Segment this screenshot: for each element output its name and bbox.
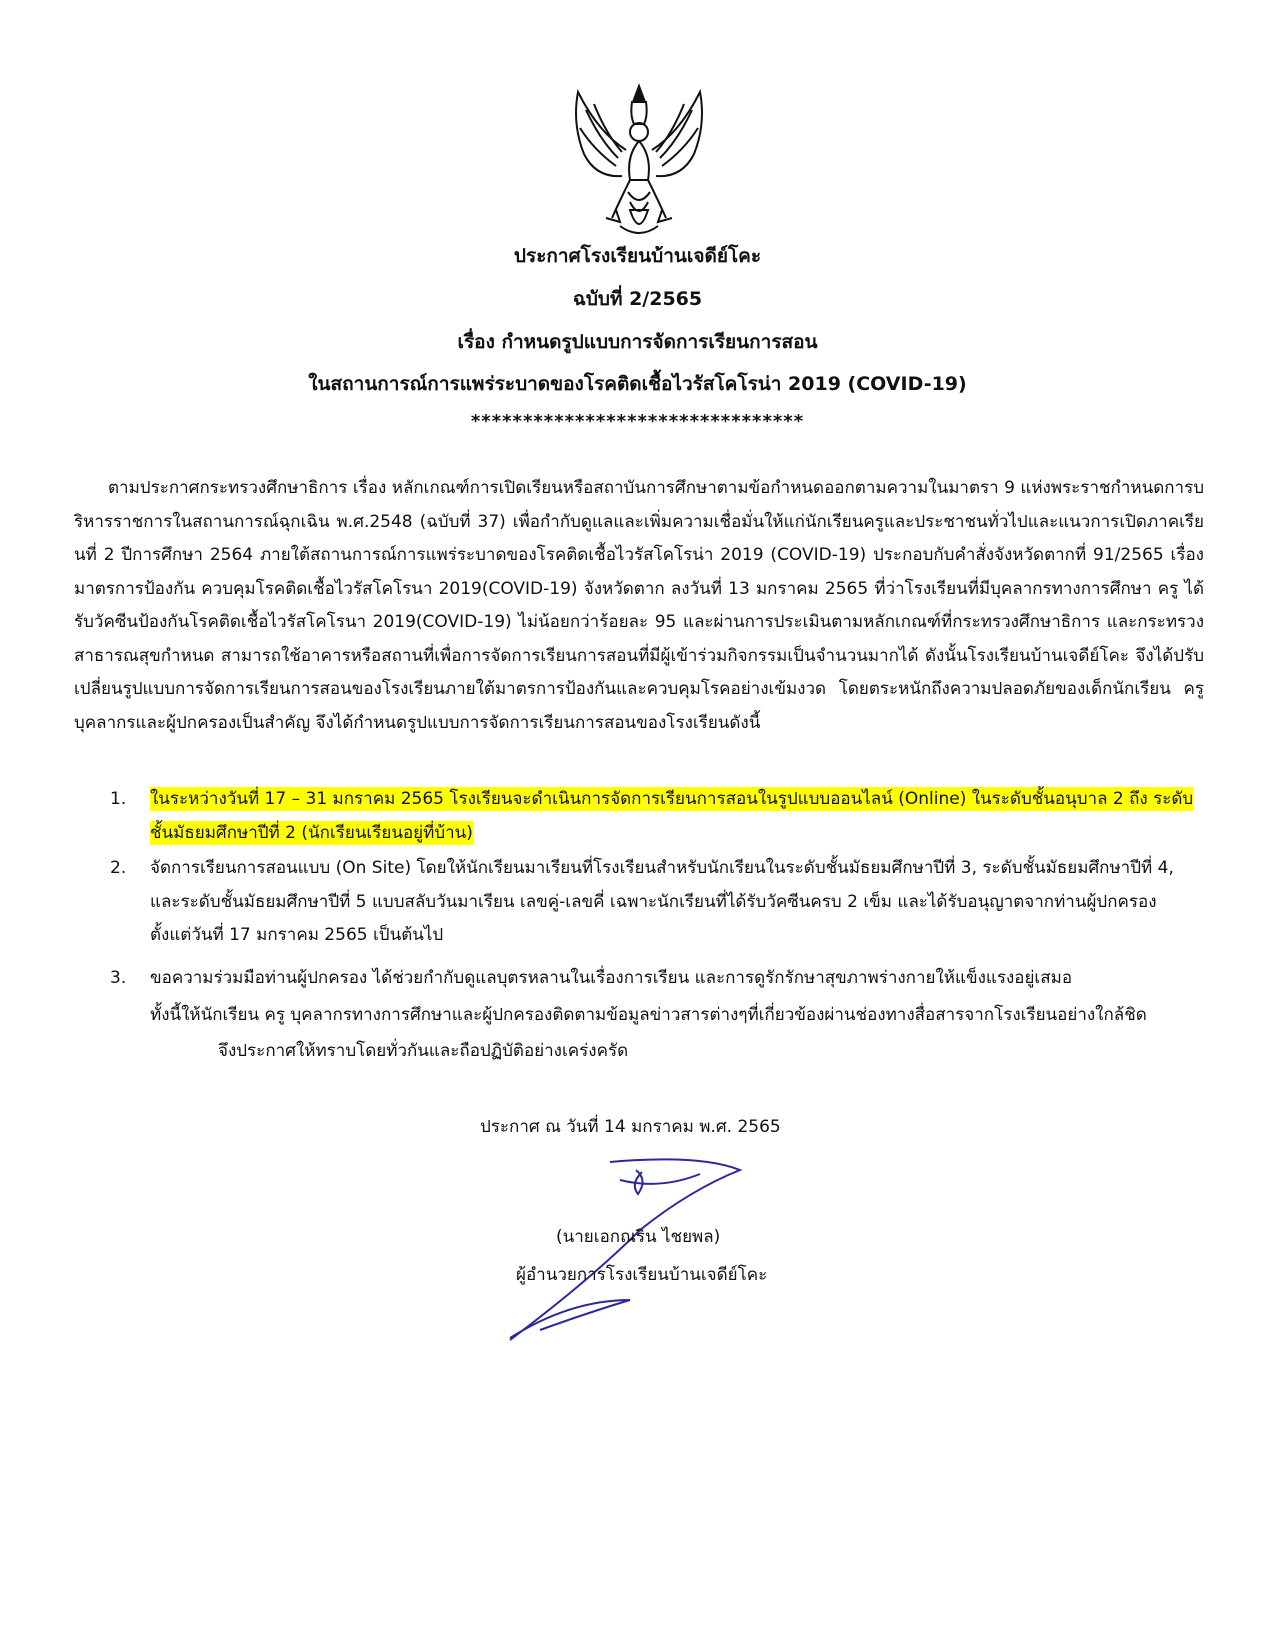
intro-paragraph: ตามประกาศกระทรวงศึกษาธิการ เรื่อง หลักเกณฑ์การเปิดเรียนหรือสถาบันการศึกษาตามข้อกำหนดออกตามความในมาตรา 9 แห่งพระราชกำหนดการบริหารราชการในสถานการณ์ฉุกเฉิน พ.ศ.2548 (ฉบับที่ 37) เพื่อกำกับดูแลและเพิ่มความเชื่อมั่นให้แก่นักเรียนครูและประชาชนทั่วไปและแนวการเปิดภาคเรียนที่ 2 ปีการศึกษา 2564 ภายใต้สถานการณ์การแพร่ระบาดของโรคติดเชื้อไวรัสโคโรน่า 2019 (COVID-19) ประกอบกับคำสั่งจังหวัดตากที่ 91/2565 เรื่อง มาตรการป้องกัน ควบคุมโรคติดเชื้อไวรัสโคโรนา 2019(COVID-19) จังหวัดตาก ลงวันที่ 13 มกราคม 2565 ที่ว่าโรงเรียนที่มีบุคลากรทางการศึกษา ครู ได้รับวัคซีนป้องกันโรคติดเชื้อไวรัสโคโรนา 2019(COVID-19) ไม่น้อยกว่าร้อยละ 95 และผ่านการประเมินตามหลักเกณฑ์ที่กระทรวงศึกษาธิการ และกระทรวงสาธารณสุขกำหนด สามารถใช้อาคารหรือสถานที่เพื่อการจัดการเรียนการสอนที่มีผู้เข้าร่วมกิจกรรมเป็นจำนวนมากได้ ดังนั้นโรงเรียนบ้านเจดีย์โคะ จึงได้ปรับเปลี่ยนรูปแบบการจัดการเรียนการสอนของโรงเรียนภายใต้มาตรการป้องกันและควบคุมโรคอย่างเข้มงวด โดยตระหนักถึงความปลอดภัยของเด็กนักเรียน ครู บุคลากรและผู้ปกครองเป็นสำคัญ จึงได้กำหนดรูปแบบการจัดการเรียนการสอนของโรงเรียนดังนี้: [74, 478, 1204, 733]
issue-number: ฉบับที่ 2/2565: [572, 288, 703, 310]
list-number: 3.: [110, 968, 127, 988]
list-number: 2.: [110, 858, 127, 878]
highlighted-text: ในระหว่างวันที่ 17 – 31 มกราคม 2565 โรงเรียนจะดำเนินการจัดการเรียนการสอนในรูปแบบออนไลน์ (Online) ในระดับชั้นอนุบาล 2 ถึง ระดับชั้นมัธยมศึกษาปีที่ 2 (นักเรียนเรียนอยู่ที่บ้าน): [150, 789, 1194, 843]
date-line: ประกาศ ณ วันที่ 14 มกราคม พ.ศ. 2565: [480, 1117, 781, 1137]
closing-text: จึงประกาศให้ทราบโดยทั่วกันและถือปฏิบัติอย่างเคร่งครัด: [218, 1041, 629, 1061]
list-item-1: [110, 783, 1200, 850]
list-item-2: [110, 852, 1200, 953]
list-text: ขอความร่วมมือท่านผู้ปกครอง ได้ช่วยกำกับดูแลบุตรหลานในเรื่องการเรียน และการดูรักรักษาสุขภาพร่างกายให้แข็งแรงอยู่เสมอ: [150, 968, 1073, 988]
note-text: ทั้งนี้ให้นักเรียน ครู บุคลากรทางการศึกษาและผู้ปกครองติดตามข้อมูลข่าวสารต่างๆที่เกี่ยวข้องผ่านช่องทางสื่อสารจากโรงเรียนอย่างใกล้ชิด: [150, 1005, 1147, 1025]
garuda-emblem: [560, 80, 718, 242]
list-text: จัดการเรียนการสอนแบบ (On Site) โดยให้นักเรียนมาเรียนที่โรงเรียนสำหรับนักเรียนในระดับชั้นมัธยมศึกษาปีที่ 3, ระดับชั้นมัธยมศึกษาปีที่ 4, และระดับชั้นมัธยมศึกษาปีที่ 5 แบบสลับวันมาเรียน เลขคู่-เลขคี่ เฉพาะนักเรียนที่ได้รับวัคซีนครบ 2 เข็ม และได้รับอนุญาตจากท่านผู้ปกครอง ตั้งแต่วันที่ 17 มกราคม 2565 เป็นต้นไป: [150, 858, 1174, 945]
signer-name: (นายเอกณริน ไชยพล): [556, 1227, 721, 1247]
subject-line-2: ในสถานการณ์การแพร่ระบาดของโรคติดเชื้อไวรัสโคโรน่า 2019 (COVID-19): [308, 373, 967, 395]
list-item-3: [110, 962, 1200, 996]
list-number: 1.: [110, 789, 127, 809]
subject-line: เรื่อง กำหนดรูปแบบการจัดการเรียนการสอน: [457, 331, 818, 353]
signer-position: ผู้อำนวยการโรงเรียนบ้านเจดีย์โคะ: [516, 1265, 768, 1285]
announcement-title: ประกาศโรงเรียนบ้านเจดีย์โคะ: [513, 245, 762, 267]
divider-stars: ********************************: [470, 411, 805, 432]
